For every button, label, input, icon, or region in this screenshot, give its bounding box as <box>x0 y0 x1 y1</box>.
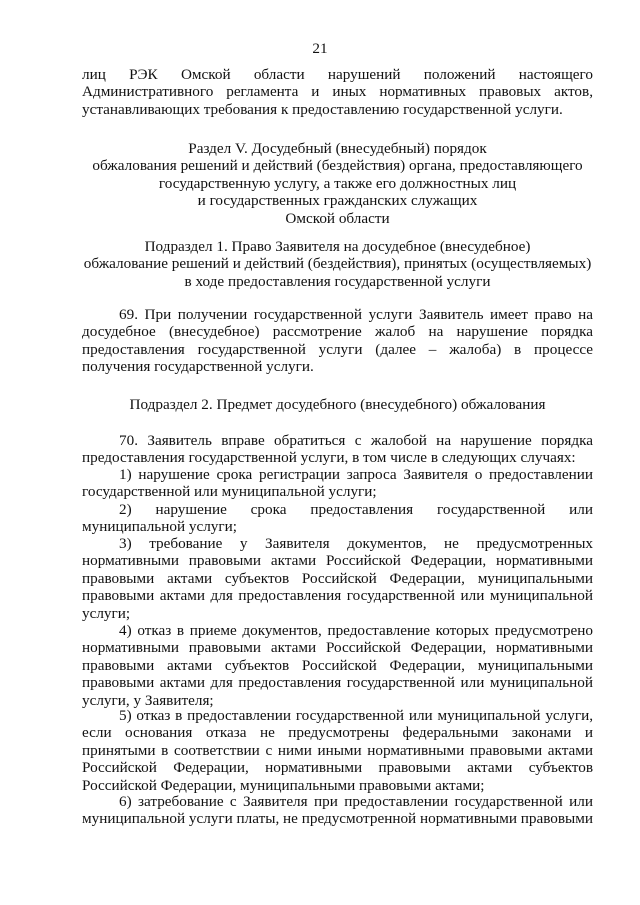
subsection-heading-line: обжалование решений и действий (бездействия), принятых (осуществляемых) <box>83 255 592 273</box>
subsection-heading-line: Подраздел 1. Право Заявителя на досудебное (внесудебное) <box>144 238 531 255</box>
section-heading <box>82 140 593 227</box>
page-number: 21 <box>312 40 328 57</box>
subsection-2-heading: Подраздел 2. Предмет досудебного (внесудебного) обжалования <box>129 396 546 413</box>
list-item: 2) нарушение срока предоставления государственной или муниципальной услуги; <box>82 501 593 536</box>
list-item: 4) отказ в приеме документов, предоставление которых предусмотрено нормативными правовыми актами Российской Федерации, нормативными правовыми актами субъектов Российской Федерации, муниципальными правовыми актами для предоставления государственной или муниципальной услуги, у Заявителя; <box>82 622 593 709</box>
section-heading-line: обжалования решений и действий (бездействия) органа, предоставляющего <box>92 157 583 175</box>
paragraph-69: 69. При получении государственной услуги Заявитель имеет право на досудебное (внесудебное) рассмотрение жалоб на нарушение порядка предоставления государственной услуги (далее – жалоба) в процессе получения государственной услуги. <box>82 306 593 376</box>
section-heading-line: Раздел V. Досудебный (внесудебный) порядок <box>188 140 487 157</box>
subsection-1-heading <box>82 238 593 290</box>
subsection-heading-line: в ходе предоставления государственной услуги <box>184 272 491 290</box>
section-heading-line: Омской области <box>285 209 390 227</box>
intro-paragraph: лиц РЭК Омской области нарушений положений настоящего Административного регламента и иных нормативных правовых актов, устанавливающих требования к предоставлению государственной услуги. <box>82 66 593 118</box>
list-item: 5) отказ в предоставлении государственной или муниципальной услуги, если основания отказа не предусмотрены федеральными законами и принятыми в соответствии с ними иными нормативными правовыми актами Российской Федерации, нормативными правовыми актами субъектов Российской Федерации, муниципальными правовыми актами; <box>82 707 593 794</box>
list-item: 3) требование у Заявителя документов, не предусмотренных нормативными правовыми актами Российской Федерации, нормативными правовыми актами субъектов Российской Федерации, муниципальными правовыми актами для предоставления государственной или муниципальной услуги; <box>82 535 593 622</box>
section-heading-line: и государственных гражданских служащих <box>197 192 478 210</box>
section-heading-line: государственную услугу, а также его должностных лиц <box>158 174 517 192</box>
paragraph-70: 70. Заявитель вправе обратиться с жалобой на нарушение порядка предоставления государственной услуги, в том числе в следующих случаях: <box>82 432 593 467</box>
list-item: 6) затребование с Заявителя при предоставлении государственной или муниципальной услуги платы, не предусмотренной нормативными правовыми <box>82 793 593 828</box>
list-item: 1) нарушение срока регистрации запроса Заявителя о предоставлении государственной или муниципальной услуги; <box>82 466 593 501</box>
